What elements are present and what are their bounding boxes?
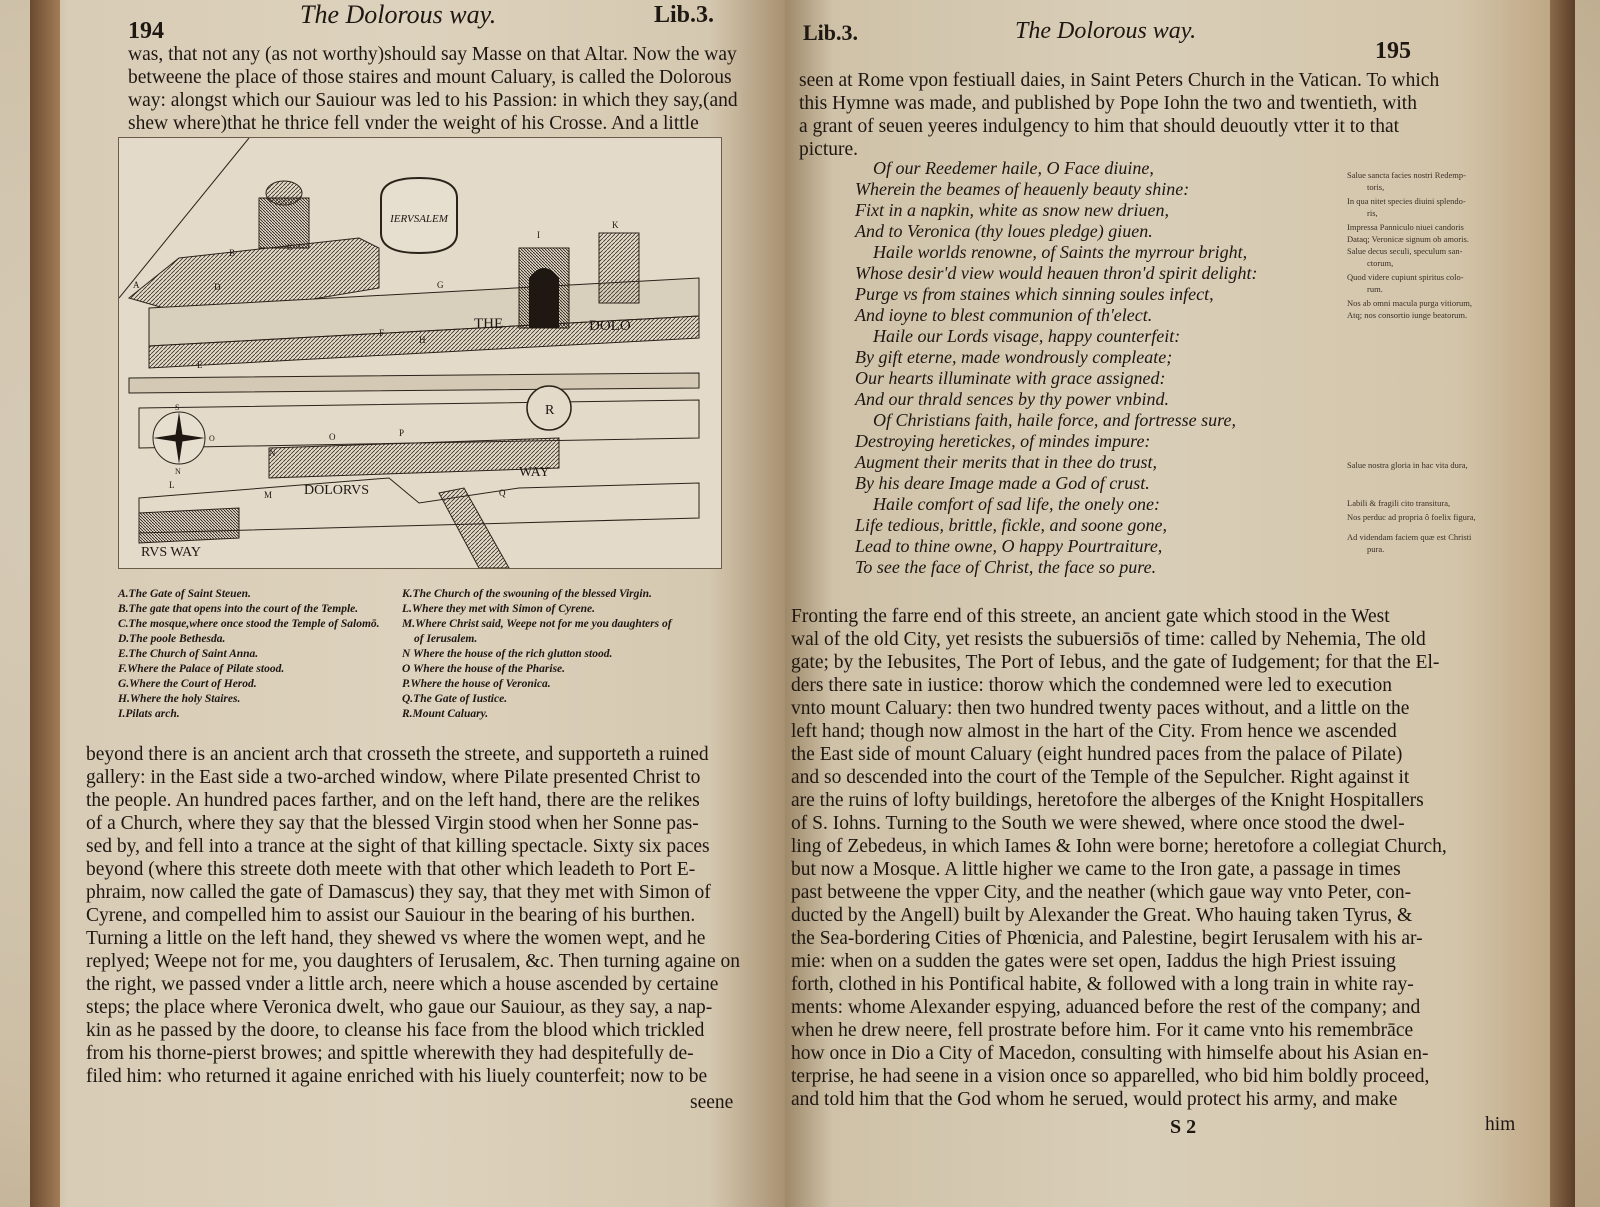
poem-line: To see the face of Christ, the face so pure. xyxy=(855,557,1157,577)
text-line: of a Church, where they say that the blessed Virgin stood when her Sonne pas- xyxy=(86,813,699,834)
text-line: way: alongst which our Sauiour was led to his Passion: in which they say,(and xyxy=(128,90,738,111)
poem-line: Destroying heretickes, of mindes impure: xyxy=(855,431,1151,451)
text-line: forth, clothed in his Pontifical habite, & followed with a long train in white ray- xyxy=(791,974,1414,995)
map-letter: H xyxy=(419,335,426,345)
text-line: past betweene the vpper City, and the neather (which gaue way vnto Peter, con- xyxy=(791,882,1412,903)
latin-line: toris, xyxy=(1367,182,1385,192)
latin-line: pura. xyxy=(1367,544,1385,554)
text-line: but now a Mosque. A little higher we came to the Iron gate, a passage in times xyxy=(791,859,1401,880)
map-road-label: DOLORVS xyxy=(304,483,369,498)
poem-line: And ioyne to blest communion of th'elect. xyxy=(855,305,1153,325)
text-line: kin as he passed by the doore, to cleanse his face from the blood which trickled xyxy=(86,1020,705,1041)
map-letter: L xyxy=(169,480,175,490)
left-page xyxy=(30,0,785,1207)
latin-line: Nos ab omni macula purga vitiorum, xyxy=(1347,298,1472,308)
map-letter: O xyxy=(329,432,336,442)
left-running-title: The Dolorous way. xyxy=(300,0,497,29)
legend-item: E.The Church of Saint Anna. xyxy=(118,648,259,660)
legend-item: I.Pilats arch. xyxy=(118,708,180,720)
text-line: ments: whome Alexander espying, aduanced before the rest of the company; and xyxy=(791,997,1421,1018)
poem-line: By gift eterne, made wondrously compleate; xyxy=(855,347,1173,367)
legend-item: C.The mosque,where once stood the Temple of Salomō. xyxy=(118,618,380,630)
text-line: Fronting the farre end of this streete, an ancient gate which stood in the West xyxy=(791,606,1390,627)
text-line: the people. An hundred paces farther, and on the left hand, there are the relikes xyxy=(86,790,700,811)
legend-item: R.Mount Caluary. xyxy=(402,708,489,720)
poem-line: Of Christians faith, haile force, and fortresse sure, xyxy=(873,410,1236,430)
map-letter: P xyxy=(399,428,405,438)
legend-item: P.Where the house of Veronica. xyxy=(402,678,551,690)
text-line: a grant of seuen yeeres indulgency to him that should deuoutly vtter it to that xyxy=(799,116,1400,137)
poem-line: Purge vs from staines which sinning soules infect, xyxy=(855,284,1214,304)
map-road-label: DOLO xyxy=(589,318,631,334)
map-letter: R xyxy=(545,403,555,418)
text-line: from his thorne-pierst browes; and spittle wherewith they had despitefully de- xyxy=(86,1043,694,1064)
text-line: gate; by the Iebusites, The Port of Iebus, and the gate of Iudgement; for that the El- xyxy=(791,652,1440,673)
poem-line: Haile our Lords visage, happy counterfeit: xyxy=(873,326,1181,346)
latin-line: Dataq; Veronicæ signum ob amoris. xyxy=(1347,234,1469,244)
text-line: shew where)that he thrice fell vnder the weight of his Crosse. And a little xyxy=(128,113,699,134)
text-line: the Sea-bordering Cities of Phœnicia, and Palestine, begirt Ierusalem with his ar- xyxy=(791,928,1423,949)
compass-letter: O xyxy=(209,434,215,443)
map-cartouche-label: IERVSALEM xyxy=(390,213,448,225)
right-running-title: The Dolorous way. xyxy=(1015,18,1197,44)
poem-line: Life tedious, brittle, fickle, and soone gone, xyxy=(855,515,1167,535)
latin-line: Ad videndam faciem quæ est Christi xyxy=(1347,532,1472,542)
text-line: beyond there is an ancient arch that crosseth the streete, and supporteth a ruined xyxy=(86,744,709,765)
poem-line: Our hearts illuminate with grace assigned: xyxy=(855,368,1166,388)
left-book-edge xyxy=(30,0,60,1207)
map-illustration xyxy=(119,138,721,568)
compass-letter: S xyxy=(175,403,180,412)
legend-item: Q.The Gate of Iustice. xyxy=(402,693,508,705)
latin-line: rum. xyxy=(1367,284,1383,294)
poem-line: Whose desir'd view would heauen thron'd spirit delight: xyxy=(855,263,1258,283)
legend-item: M.Where Christ said, Weepe not for me you daughters of xyxy=(402,618,672,630)
poem-line: Lead to thine owne, O happy Pourtraiture, xyxy=(855,536,1163,556)
map-letter: N xyxy=(269,448,276,458)
text-line: picture. xyxy=(799,139,859,160)
text-line: betweene the place of those staires and mount Caluary, is called the Dolorous xyxy=(128,67,732,88)
map-letter: Q xyxy=(499,488,506,498)
poem-line: And our thrald sences by thy power vnbind. xyxy=(855,389,1169,409)
text-line: vnto mount Caluary: then two hundred twenty paces without, and a little on the xyxy=(791,698,1410,719)
text-line: this Hymne was made, and published by Pope Iohn the two and twentieth, with xyxy=(799,93,1417,114)
latin-line: Impressa Panniculo niuei candoris xyxy=(1347,222,1464,232)
legend-item: G.Where the Court of Herod. xyxy=(118,678,257,690)
map-letter: B xyxy=(229,248,236,258)
poem-line: By his deare Image made a God of crust. xyxy=(855,473,1150,493)
map-road-label: RVS WAY xyxy=(141,545,201,560)
legend-item: F.Where the Palace of Pilate stood. xyxy=(118,663,285,675)
legend-item: K.The Church of the swouning of the blessed Virgin. xyxy=(402,588,652,600)
latin-line: ctorum, xyxy=(1367,258,1394,268)
text-line: steps; the place where Veronica dwelt, who gaue our Sauiour, as they say, a nap- xyxy=(86,997,713,1018)
legend-item: D.The poole Bethesda. xyxy=(118,633,226,645)
latin-line: Nos perduc ad propria ô foelix figura, xyxy=(1347,512,1476,522)
text-line: how once in Dio a City of Macedon, consulting with himselfe about his Asian en- xyxy=(791,1043,1429,1064)
jerusalem-map-engraving xyxy=(118,137,722,569)
catchword: seene xyxy=(690,1092,734,1113)
text-line: and told him that the God whom he serued, would protect his army, and make xyxy=(791,1089,1398,1110)
text-line: gallery: in the East side a two-arched window, where Pilate presented Christ to xyxy=(86,767,701,788)
poem-line: And to Veronica (thy loues pledge) giuen. xyxy=(855,221,1153,241)
text-line: the right, we passed vnder a little arch, neere which a house ascended by certaine xyxy=(86,974,719,995)
map-letter: A xyxy=(133,280,140,290)
compass-letter: N xyxy=(175,467,181,476)
text-line: ducted by the Angell) built by Alexander the Great. Who hauing taken Tyrus, & xyxy=(791,905,1413,926)
map-letter: I xyxy=(537,230,540,240)
poem-line: Wherein the beames of heauenly beauty shine: xyxy=(855,179,1190,199)
map-letter: D xyxy=(214,282,221,292)
signature-mark: S 2 xyxy=(1170,1116,1197,1138)
text-line: ling of Zebedeus, in which Iames & Iohn were borne; heretofore a collegiat Church, xyxy=(791,836,1447,857)
latin-line: ris, xyxy=(1367,208,1378,218)
poem-line: Of our Reedemer haile, O Face diuine, xyxy=(873,158,1154,178)
map-letter: M xyxy=(264,490,273,500)
legend-item: A.The Gate of Saint Steuen. xyxy=(118,588,251,600)
text-line: left hand; though now almost in the hart of the City. From hence we ascended xyxy=(791,721,1397,742)
text-line: mie: when on a sudden the gates were set open, Iaddus the high Priest issuing xyxy=(791,951,1396,972)
legend-item: N Where the house of the rich glutton stood. xyxy=(402,648,613,660)
latin-line: Salue sancta facies nostri Redemp- xyxy=(1347,170,1466,180)
legend-item: H.Where the holy Staires. xyxy=(118,693,241,705)
text-line: ders there sate in iustice: thorow which the condemned were led to execution xyxy=(791,675,1393,696)
map-letter: C xyxy=(287,242,294,252)
latin-line: Salue decus seculi, speculum san- xyxy=(1347,246,1463,256)
map-letter: G xyxy=(437,280,444,290)
legend-item: B.The gate that opens into the court of the Temple. xyxy=(118,603,359,615)
poem-line: Fixt in a napkin, white as snow new driuen, xyxy=(855,200,1169,220)
text-line: terprise, he had seene in a vision once so apparelled, who bid him boldly proceed, xyxy=(791,1066,1430,1087)
map-letter: E xyxy=(197,360,203,370)
text-line: of S. Iohns. Turning to the South we were shewed, where once stood the dwel- xyxy=(791,813,1405,834)
legend-item: L.Where they met with Simon of Cyrene. xyxy=(402,603,595,615)
poem-line: Augment their merits that in thee do trust, xyxy=(855,452,1157,472)
map-letter: F xyxy=(379,328,385,338)
text-line: when he drew neere, fell prostrate before him. For it came vnto his remembrāce xyxy=(791,1020,1414,1041)
text-line: wal of the old City, yet resists the subuersiōs of time: called by Nehemia, The old xyxy=(791,629,1426,650)
text-line: filed him: who returned it againe enriched with his liuely counterfeit; now to be xyxy=(86,1066,708,1087)
text-line: are the ruins of lofty buildings, heretofore the alberges of the Knight Hospitallers xyxy=(791,790,1424,811)
right-book-edge xyxy=(1550,0,1575,1207)
latin-line: Salue nostra gloria in hac vita dura, xyxy=(1347,460,1468,470)
right-page xyxy=(785,0,1575,1207)
map-road-label: WAY xyxy=(519,465,550,480)
text-line: replyed; Weepe not for me, you daughters of Ierusalem, &c. Then turning againe on xyxy=(86,951,741,972)
poem-line: Haile worlds renowne, of Saints the myrrour bright, xyxy=(873,242,1248,262)
left-book-label: Lib.3. xyxy=(654,2,715,28)
text-line: phraim, now called the gate of Damascus) they say, that they met with Simon of xyxy=(86,882,711,903)
text-line: was, that not any (as not worthy)should say Masse on that Altar. Now the way xyxy=(128,44,737,65)
poem-line: Haile comfort of sad life, the onely one: xyxy=(873,494,1160,514)
text-line: sed by, and fell into a trance at the sight of that killing spectacle. Sixty six paces xyxy=(86,836,710,857)
latin-line: In qua nitet species diuini splendo- xyxy=(1347,196,1466,206)
text-line: Cyrene, and compelled him to assist our Sauiour in the bearing of his burthen. xyxy=(86,905,696,926)
latin-line: Quod videre cupiunt spiritus colo- xyxy=(1347,272,1464,282)
map-letter: K xyxy=(612,220,619,230)
text-line: Turning a little on the left hand, they shewed vs where the women wept, and he xyxy=(86,928,706,949)
left-page-number: 194 xyxy=(128,18,164,44)
text-line: and so descended into the court of the Temple of the Sepulcher. Right against it xyxy=(791,767,1410,788)
text-line: beyond (where this streete doth meete with that other which leadeth to Port E- xyxy=(86,859,696,880)
legend-item: O Where the house of the Pharise. xyxy=(402,663,566,675)
latin-line: Atq; nos consortio iunge beatorum. xyxy=(1347,310,1468,320)
right-book-label: Lib.3. xyxy=(803,20,859,45)
catchword: him xyxy=(1485,1114,1516,1135)
legend-item: of Ierusalem. xyxy=(414,633,478,645)
latin-line: Labili & fragili cito transitura, xyxy=(1347,498,1451,508)
text-line: seen at Rome vpon festiuall daies, in Saint Peters Church in the Vatican. To which xyxy=(799,70,1440,91)
text-line: the East side of mount Caluary (eight hundred paces from the palace of Pilate) xyxy=(791,744,1403,765)
map-road-label: THE xyxy=(474,316,504,332)
right-page-number: 195 xyxy=(1375,38,1411,64)
